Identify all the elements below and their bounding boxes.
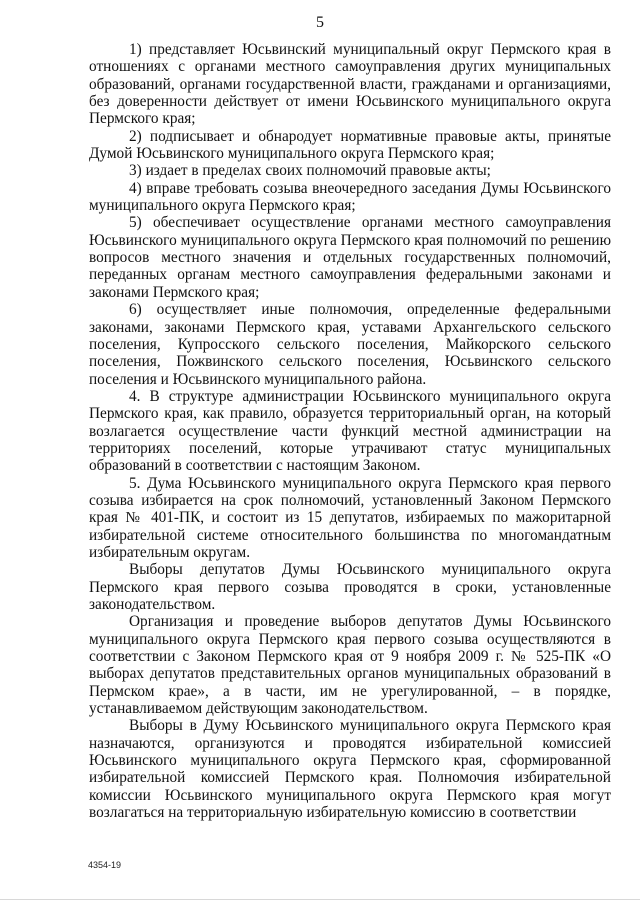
document-body bbox=[89, 41, 611, 821]
page-number: 5 bbox=[316, 14, 324, 31]
paragraph-election-organization: Организация и проведение выборов депутатов Думы Юсьвинского муниципального округа Пермского края первого созыва осуществляются в соответствии с Законом Пермского края от 9 ноября 2009 г. № 525-ПК «О выборах депутатов представительных органов муниципальных образований в Пермском крае», а в части, им не урегулированной, – в порядке, устанавливаемом действующим законодательством. bbox=[89, 613, 611, 718]
paragraph-election-commission: Выборы в Думу Юсьвинского муниципального округа Пермского края назначаются, организуются и проводятся избирательной комиссией Юсьвинского муниципального округа Пермского края, сформированной избирательной комиссией Пермского края. Полномочия избирательной комиссии Юсьвинского муниципального округа Пермского края могут возлагаться на территориальную избирательную комиссию в соответствии bbox=[89, 717, 611, 822]
paragraph-item-5: 5) обеспечивает осуществление органами местного самоуправления Юсьвинского муниципального округа Пермского края полномочий по решению вопросов местного значения и отдельных государственных полномочий, переданных органам местного самоуправления федеральными законами и законами Пермского края; bbox=[89, 214, 611, 301]
paragraph-item-4: 4) вправе требовать созыва внеочередного заседания Думы Юсьвинского муниципального округа Пермского края; bbox=[89, 179, 611, 215]
bottom-divider bbox=[0, 899, 640, 900]
paragraph-item-2: 2) подписывает и обнародует нормативные правовые акты, принятые Думой Юсьвинского муниципального округа Пермского края; bbox=[89, 127, 611, 163]
paragraph-item-3: 3) издает в пределах своих полномочий правовые акты; bbox=[129, 162, 491, 180]
document-code: 4354-19 bbox=[88, 860, 122, 870]
paragraph-section-5: 5. Дума Юсьвинского муниципального округа Пермского края первого созыва избирается на срок полномочий, установленный Законом Пермского края № 401-ПК, и состоит из 15 депутатов, избираемых по мажоритарной избирательной системе относительного большинства по многомандатным избирательным округам. bbox=[89, 474, 611, 561]
paragraph-item-6: 6) осуществляет иные полномочия, определенные федеральными законами, законами Пермского края, уставами Архангельского сельского поселения, Купросского сельского поселения, Майкорского сельского поселения, Пожвинского сельского поселения, Юсьвинского сельского поселения и Юсьвинского муниципального района. bbox=[89, 301, 611, 388]
paragraph-election-timing: Выборы депутатов Думы Юсьвинского муниципального округа Пермского края первого созыва проводятся в сроки, установленные законодательством. bbox=[89, 561, 611, 613]
paragraph-item-1: 1) представляет Юсьвинский муниципальный округ Пермского края в отношениях с органами местного самоуправления других муниципальных образований, органами государственной власти, гражданами и организациями, без доверенности действует от имени Юсьвинского муниципального округа Пермского края; bbox=[89, 41, 611, 128]
paragraph-section-4: 4. В структуре администрации Юсьвинского муниципального округа Пермского края, как правило, образуется территориальный орган, на который возлагается осуществление части функций местной администрации на территориях поселений, которые утрачивают статус муниципальных образований в соответствии с настоящим Законом. bbox=[89, 387, 611, 475]
